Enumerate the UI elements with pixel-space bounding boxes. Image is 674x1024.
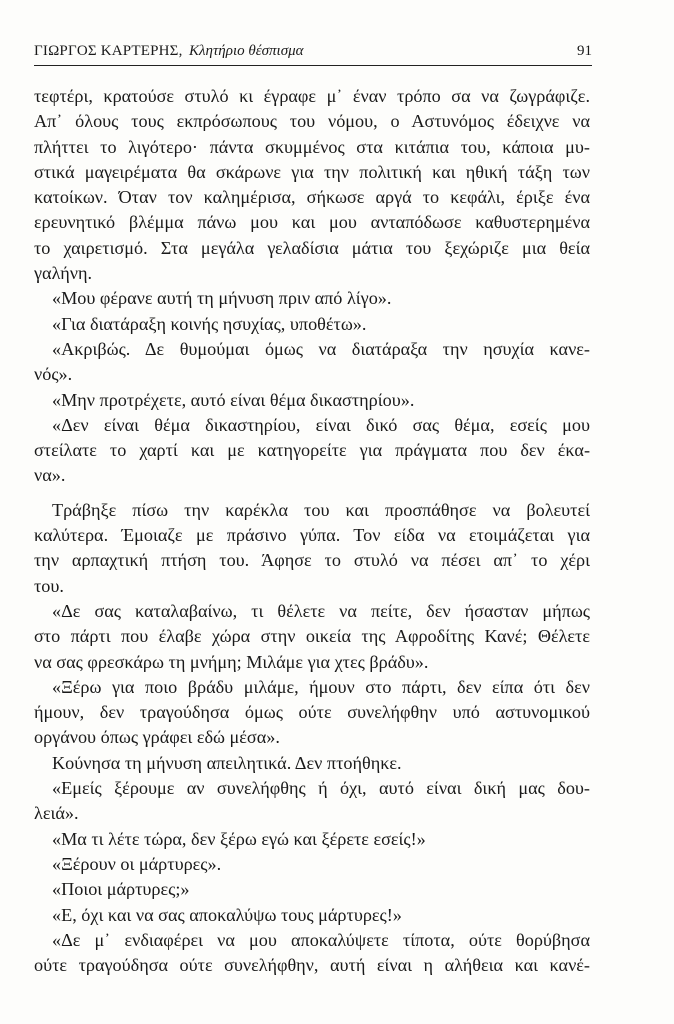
text-line: «Μου φέρανε αυτή τη μήνυση πριν από λίγο». bbox=[52, 288, 392, 309]
text-line: οργάνου όπως γράφει εδώ μέσα». bbox=[34, 727, 280, 748]
paragraph bbox=[34, 413, 590, 489]
paragraph bbox=[34, 286, 590, 311]
text-line: «Δεν είναι θέμα δικαστηρίου, είναι δικό σας θέμα, εσείς μου bbox=[52, 414, 590, 435]
paragraph bbox=[34, 928, 590, 979]
text-line: «Μα τι λέτε τώρα, δεν ξέρω εγώ και ξέρετε εσείς!» bbox=[52, 828, 426, 849]
paragraph bbox=[34, 84, 590, 286]
paragraph bbox=[34, 903, 590, 928]
paragraph bbox=[34, 312, 590, 337]
text-line: «Δε μ᾽ ενδιαφέρει να μου αποκαλύψετε τίποτα, ούτε θορύβησα bbox=[52, 929, 590, 950]
text-line: Τράβηξε πίσω την καρέκλα του και προσπάθησε να βολευτεί bbox=[52, 499, 590, 520]
text-line: «Μην προτρέχετε, αυτό είναι θέμα δικαστηρίου». bbox=[52, 389, 415, 410]
text-line: ήμουν, δεν τραγούδησα όμως ούτε συνελήφθην υπό αστυνομικού bbox=[34, 702, 590, 723]
text-line: γαλήνη. bbox=[34, 263, 93, 284]
text-line: το χαιρετισμό. Στα μεγάλα γελαδίσια μάτια του ξεχώριζε μια θεία bbox=[34, 237, 590, 258]
paragraph bbox=[34, 852, 590, 877]
paragraph bbox=[34, 498, 590, 599]
text-line: λειά». bbox=[34, 803, 79, 824]
paragraph bbox=[34, 337, 590, 388]
text-line: «Ξέρουν οι μάρτυρες». bbox=[52, 853, 222, 874]
text-line: τεφτέρι, κρατούσε στυλό κι έγραφε μ᾽ έναν τρόπο σα να ζωγράφιζε. bbox=[34, 86, 590, 106]
paragraph bbox=[34, 599, 590, 675]
running-head-author: ΓΙΩΡΓΟΣ ΚΑΡΤΕΡΗΣ, bbox=[34, 43, 183, 59]
text-line: στικά μαγειρέματα θα σκάρωνε για την πολιτική και ηθική τάξη των bbox=[34, 161, 590, 182]
text-line: «Ε, όχι και να σας αποκαλύψω τους μάρτυρες!» bbox=[52, 904, 402, 925]
text-line: «Για διατάραξη κοινής ησυχίας, υποθέτω». bbox=[52, 313, 367, 334]
text-line: στο πάρτι που έλαβε χώρα στην οικεία της Αφροδίτης Κανέ; Θέλετε bbox=[34, 626, 590, 647]
text-line: του. bbox=[34, 575, 64, 596]
text-line: Απ᾽ όλους τους εκπρόσωπους του νόμου, ο Αστυνόμος έδειχνε να bbox=[34, 111, 590, 132]
text-line: να σας φρεσκάρω τη μνήμη; Μιλάμε για χτες βράδυ». bbox=[34, 651, 429, 672]
paragraph bbox=[34, 751, 590, 776]
paragraph-gap bbox=[34, 489, 590, 498]
text-line: «Ξέρω για ποιο βράδυ μιλάμε, ήμουν στο πάρτι, δεν είπα ότι δεν bbox=[52, 676, 590, 697]
text-line: καλύτερα. Έμοιαζε με πράσινο γύπα. Τον είδα να ετοιμάζεται για bbox=[34, 525, 590, 546]
text-line: πλήττει το λιγότερο· πάντα σκυμμένος στα κιτάπια του, κάποια μυ- bbox=[34, 136, 590, 157]
paragraph bbox=[34, 776, 590, 827]
text-line: κατοίκων. Όταν τον καλημέρισα, σήκωσε αργά το κεφάλι, έριξε ένα bbox=[34, 187, 590, 208]
text-line: ούτε τραγούδησα ούτε συνελήφθην, αυτή είναι η αλήθεια και κανέ- bbox=[34, 955, 590, 976]
paragraph bbox=[34, 675, 590, 751]
running-head bbox=[34, 41, 592, 66]
paragraph bbox=[34, 388, 590, 413]
text-line: «Ποιοι μάρτυρες;» bbox=[52, 879, 190, 900]
text-line: «Δε σας καταλαβαίνω, τι θέλετε να πείτε, δεν ήσασταν μήπως bbox=[52, 600, 590, 621]
body-text bbox=[34, 84, 590, 978]
paragraph bbox=[34, 827, 590, 852]
text-line: στείλατε το χαρτί και με κατηγορείτε για πράγματα που δεν έκα- bbox=[34, 440, 590, 461]
text-line: «Ακριβώς. Δε θυμούμαι όμως να διατάραξα την ησυχία κανε- bbox=[52, 338, 590, 359]
text-line: «Εμείς ξέρουμε αν συνελήφθης ή όχι, αυτό είναι δική μας δου- bbox=[52, 778, 590, 799]
text-line: ερευνητικό βλέμμα πάνω μου και μου ανταπόδωσε καθυστερημένα bbox=[34, 212, 590, 233]
running-head-book-title: Κλητήριο θέσπισμα bbox=[189, 43, 304, 59]
paragraph bbox=[34, 877, 590, 902]
text-line: την αρπαχτική πτήση του. Άφησε το στυλό να πέσει απ᾽ το χέρι bbox=[34, 550, 590, 571]
page-number: 91 bbox=[577, 43, 592, 59]
text-line: νός». bbox=[34, 364, 73, 385]
text-line: Κούνησα τη μήνυση απειλητικά. Δεν πτοήθηκε. bbox=[52, 752, 402, 773]
text-line: να». bbox=[34, 465, 66, 486]
